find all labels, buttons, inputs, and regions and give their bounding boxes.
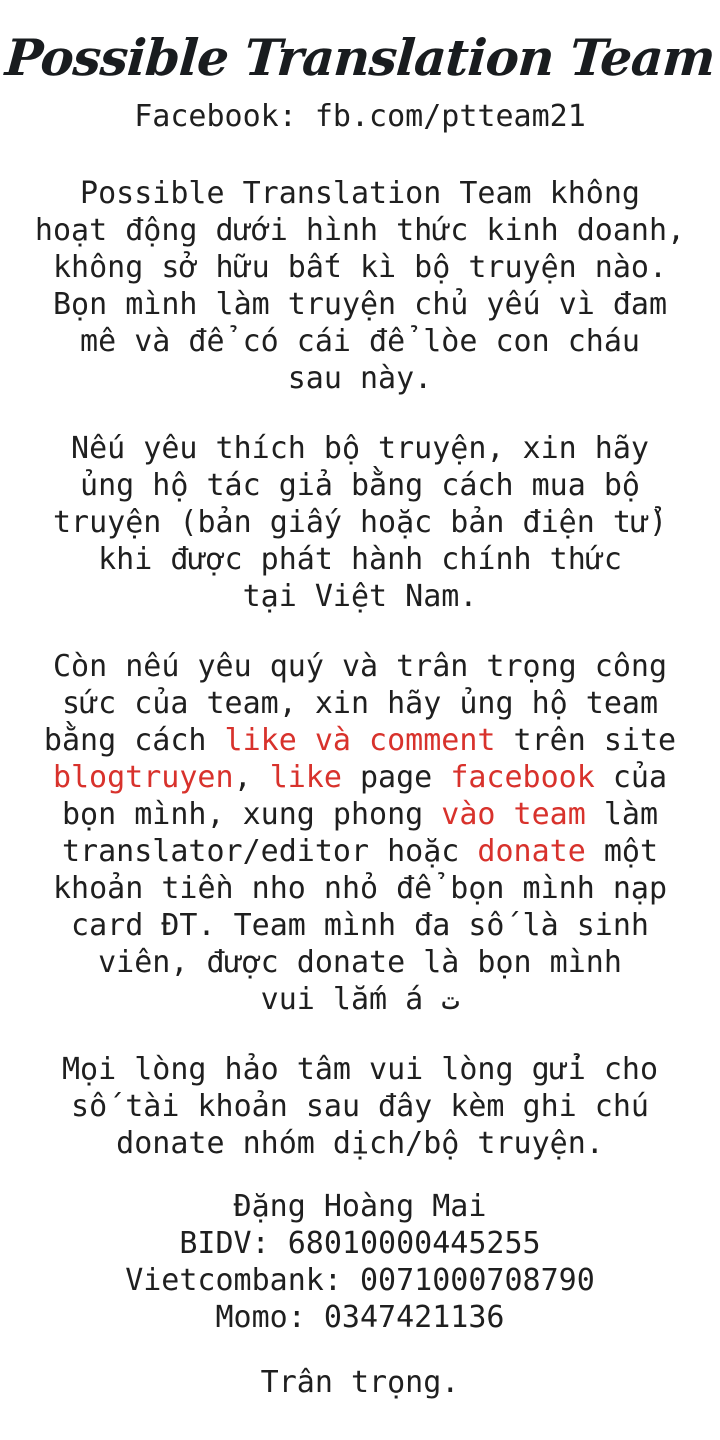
text-segment: Nếu yêu thích bộ truyện, xin hãy xyxy=(71,431,649,466)
text-segment: không sở hữu bất kì bộ truyện nào. xyxy=(52,250,668,285)
text-line xyxy=(0,541,720,578)
account-line-vietcombank xyxy=(0,1262,720,1299)
text-segment: trên site xyxy=(495,723,677,758)
text-segment: số tài khoản sau đây kèm ghi chú xyxy=(71,1089,649,1124)
paragraph-donation-note xyxy=(0,1051,720,1162)
closing-line: Trân trọng. xyxy=(260,1365,460,1400)
smiley-text-line: vui lắm á ت xyxy=(260,982,460,1017)
text-line xyxy=(0,467,720,504)
text-segment: Đặng Hoàng Mai xyxy=(233,1189,487,1224)
bank-label: Vietcombank: xyxy=(125,1263,360,1298)
header xyxy=(0,22,720,135)
account-number: 0071000708790 xyxy=(360,1263,595,1298)
text-segment: page xyxy=(341,760,451,795)
paragraph-disclaimer xyxy=(0,175,720,397)
text-line xyxy=(0,722,720,759)
account-holder-name xyxy=(0,1188,720,1225)
text-segment: khi được phát hành chính thức xyxy=(98,542,622,577)
account-line-bidv xyxy=(0,1225,720,1262)
facebook-line: Facebook: fb.com/ptteam21 xyxy=(134,99,586,134)
text-line xyxy=(0,212,720,249)
donation-account-block xyxy=(0,1188,720,1336)
closing-block xyxy=(0,1364,720,1401)
text-line xyxy=(0,286,720,323)
text-line xyxy=(0,1125,720,1162)
text-line xyxy=(0,430,720,467)
text-segment: của xyxy=(594,760,668,795)
text-line xyxy=(0,578,720,615)
emphasis-like: like xyxy=(269,760,342,795)
text-segment: Bọn mình làm truyện chủ yếu vì đam xyxy=(52,287,668,322)
text-line xyxy=(0,685,720,722)
text-segment: bọn mình, xung phong xyxy=(61,797,442,832)
text-line xyxy=(0,1051,720,1088)
emphasis-facebook: facebook xyxy=(450,760,595,795)
text-line xyxy=(0,1088,720,1125)
emphasis-donate: donate xyxy=(477,834,586,869)
text-line xyxy=(0,833,720,870)
emphasis-join-team: vào team xyxy=(441,797,586,832)
account-number: 0347421136 xyxy=(323,1300,505,1335)
text-segment: sức của team, xin hãy ủng hộ team xyxy=(61,686,659,721)
account-line-momo xyxy=(0,1299,720,1336)
emphasis-like-comment: like và comment xyxy=(224,723,496,758)
text-segment: viên, được donate là bọn mình xyxy=(98,945,622,980)
text-line xyxy=(0,504,720,541)
paragraph-author-support xyxy=(0,430,720,615)
text-segment: Mọi lòng hảo tâm vui lòng gửi cho xyxy=(61,1052,659,1087)
bank-label: BIDV: xyxy=(179,1226,288,1261)
team-logo: Possible Translation Team xyxy=(3,28,717,87)
account-number: 68010000445255 xyxy=(287,1226,541,1261)
text-segment: mê và để có cái để lòe con cháu xyxy=(80,324,640,359)
text-segment: hoạt động dưới hình thức kinh doanh, xyxy=(34,213,686,248)
text-segment: , xyxy=(233,760,270,795)
text-line xyxy=(0,944,720,981)
paragraph-team-support xyxy=(0,648,720,1018)
text-segment: làm xyxy=(585,797,659,832)
text-segment: ủng hộ tác giả bằng cách mua bộ xyxy=(80,468,640,503)
bank-label: Momo: xyxy=(215,1300,324,1335)
text-segment: truyện (bản giấy hoặc bản điện tử) xyxy=(52,505,668,540)
text-segment: donate nhóm dịch/bộ truyện. xyxy=(116,1126,604,1161)
text-segment: Còn nếu yêu quý và trân trọng công xyxy=(52,649,668,684)
text-line xyxy=(0,870,720,907)
emphasis-blogtruyen: blogtruyen xyxy=(52,760,234,795)
text-line xyxy=(0,175,720,212)
text-line xyxy=(0,981,720,1018)
text-segment: sau này. xyxy=(287,361,433,396)
text-line xyxy=(0,323,720,360)
text-line xyxy=(0,249,720,286)
text-segment: card ĐT. Team mình đa số là sinh xyxy=(71,908,649,943)
text-segment: một xyxy=(585,834,659,869)
text-segment: tại Việt Nam. xyxy=(242,579,478,614)
text-line xyxy=(0,759,720,796)
text-segment: translator/editor hoặc xyxy=(61,834,478,869)
text-line xyxy=(0,648,720,685)
text-segment: khoản tiền nho nhỏ để bọn mình nạp xyxy=(52,871,668,906)
text-line xyxy=(0,907,720,944)
text-line xyxy=(0,360,720,397)
text-line xyxy=(0,796,720,833)
text-segment: bằng cách xyxy=(43,723,225,758)
text-segment: Possible Translation Team không xyxy=(80,176,640,211)
